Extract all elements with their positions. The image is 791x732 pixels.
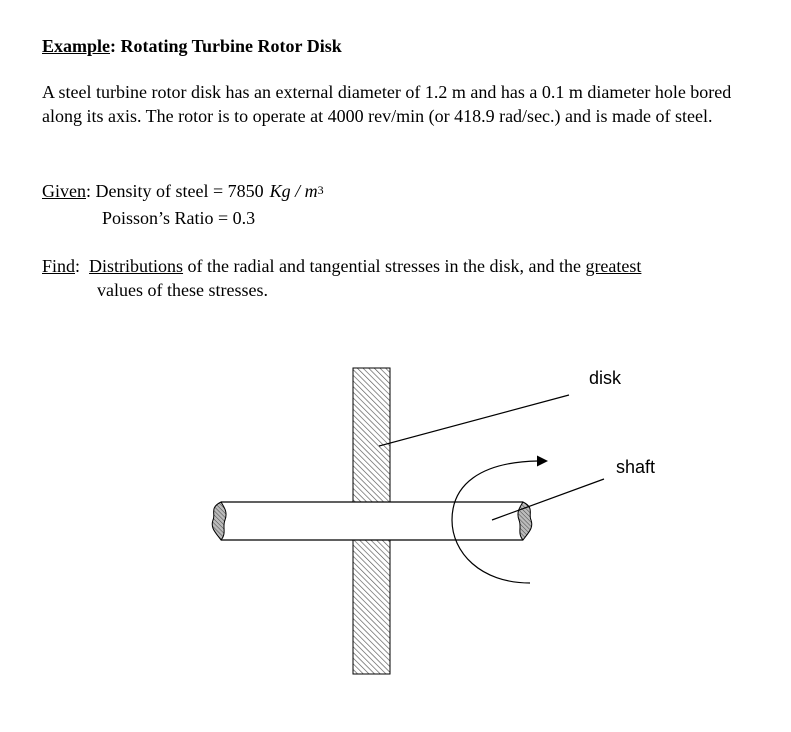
find-line2: values of these stresses. [97, 279, 268, 300]
disk-upper [353, 368, 390, 502]
given-poisson: Poisson’s Ratio = 0.3 [102, 208, 256, 228]
shaft-leader-line [492, 479, 604, 520]
example-label: Example [42, 36, 111, 56]
given-label: Given [42, 181, 86, 201]
density-text: : Density of steel = 7850 [86, 181, 264, 201]
density-unit: Kg / m [269, 181, 318, 201]
shaft-left-end [212, 502, 226, 540]
find-middle: of the radial and tangential stresses in the disk, and the [183, 256, 586, 276]
shaft-label: shaft [616, 457, 656, 477]
disk-leader-line [379, 395, 569, 446]
density-exponent: 3 [317, 183, 324, 197]
disk-lower [353, 540, 390, 674]
rotation-arrowhead [537, 456, 548, 467]
disk-label: disk [589, 368, 622, 388]
find-label: Find [42, 256, 76, 276]
problem-description: A steel turbine rotor disk has an external diameter of 1.2 m and has a 0.1 m diameter hole bored along its axis. The rotor is to operate at 4000 rev/min (or 418.9 rad/sec.) and is made of steel. [42, 82, 732, 126]
find-colon: : [75, 256, 81, 276]
title-text: : Rotating Turbine Rotor Disk [110, 36, 342, 56]
find-distributions: Distributions [89, 256, 184, 276]
find-greatest: greatest [585, 256, 642, 276]
